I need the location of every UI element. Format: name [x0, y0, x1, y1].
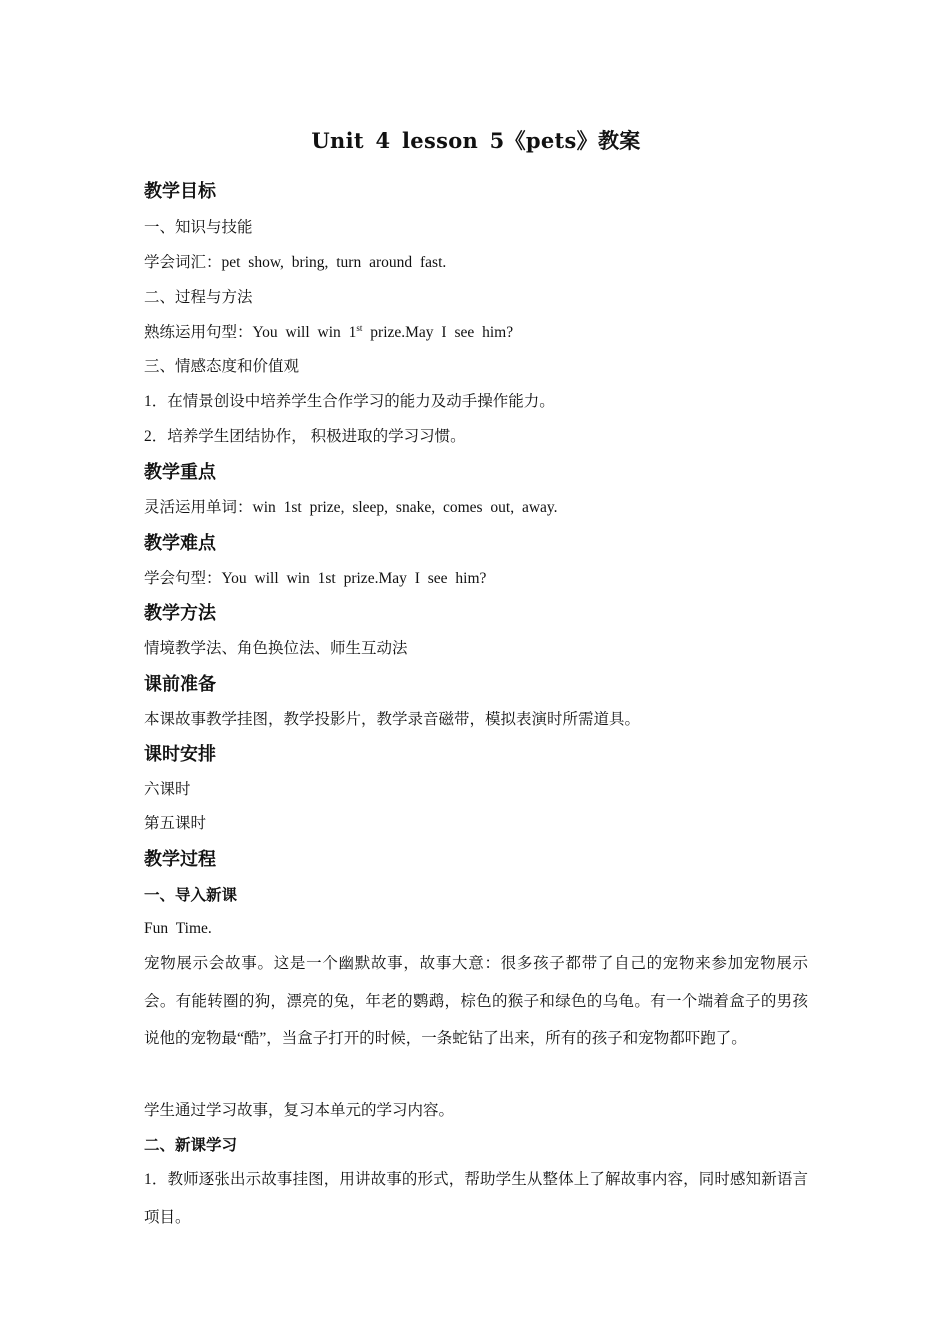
- heading-preparation: 课前准备: [144, 674, 216, 695]
- part2-heading: 二、新课学习: [144, 1136, 238, 1154]
- sentence-pattern-prefix: 熟练运用句型：You will win 1: [144, 324, 357, 341]
- heading-difficulties: 教学难点: [144, 533, 216, 554]
- schedule-current: 第五课时: [144, 815, 207, 832]
- schedule-total: 六课时: [144, 781, 191, 798]
- objective-item-2: 2．培养学生团结协作， 积极进取的学习习惯。: [144, 428, 466, 445]
- fun-time-line: Fun Time.: [144, 920, 212, 937]
- key-points-text: 灵活运用单词：win 1st prize, sleep, snake, comes out, away.: [144, 499, 558, 516]
- document-title: Unit 4 lesson 5《pets》教案: [311, 128, 641, 153]
- heading-methods: 教学方法: [144, 603, 216, 624]
- vocabulary-line: 学会词汇：pet show, bring, turn around fast.: [144, 254, 447, 271]
- heading-objectives: 教学目标: [144, 181, 216, 202]
- ordinal-superscript: st: [356, 322, 363, 333]
- difficulties-text: 学会句型：You will win 1st prize.May I see him?: [144, 570, 487, 587]
- heading-procedure: 教学过程: [144, 849, 216, 870]
- sentence-pattern-line: [144, 322, 808, 344]
- heading-key-points: 教学重点: [144, 462, 216, 483]
- attitude-values-label: 三、情感态度和价值观: [144, 358, 300, 375]
- process-method-label: 二、过程与方法: [144, 289, 253, 306]
- preparation-text: 本课故事教学挂图，教学投影片，教学录音磁带，模拟表演时所需道具。: [144, 711, 641, 728]
- part1-heading: 一、导入新课: [144, 886, 238, 904]
- knowledge-skills-label: 一、知识与技能: [144, 219, 253, 236]
- review-line: 学生通过学习故事，复习本单元的学习内容。: [144, 1102, 455, 1119]
- heading-schedule: 课时安排: [144, 744, 216, 765]
- objective-item-1: 1．在情景创设中培养学生合作学习的能力及动手操作能力。: [144, 393, 555, 410]
- step1-paragraph: 1．教师逐张出示故事挂图，用讲故事的形式，帮助学生从整体上了解故事内容，同时感知新语言项目。: [144, 1171, 808, 1226]
- story-paragraph: 宠物展示会故事。这是一个幽默故事，故事大意：很多孩子都带了自己的宠物来参加宠物展示会。有能转圈的狗，漂亮的兔，年老的鹦鹉，棕色的猴子和绿色的乌龟。有一个端着盒子的男孩说他的宠物最“酷”，当盒子打开的时候，一条蛇钻了出来，所有的孩子和宠物都吓跑了。: [144, 955, 808, 1047]
- methods-text: 情境教学法、角色换位法、师生互动法: [144, 640, 408, 657]
- sentence-pattern-suffix: prize.May I see him?: [362, 324, 514, 341]
